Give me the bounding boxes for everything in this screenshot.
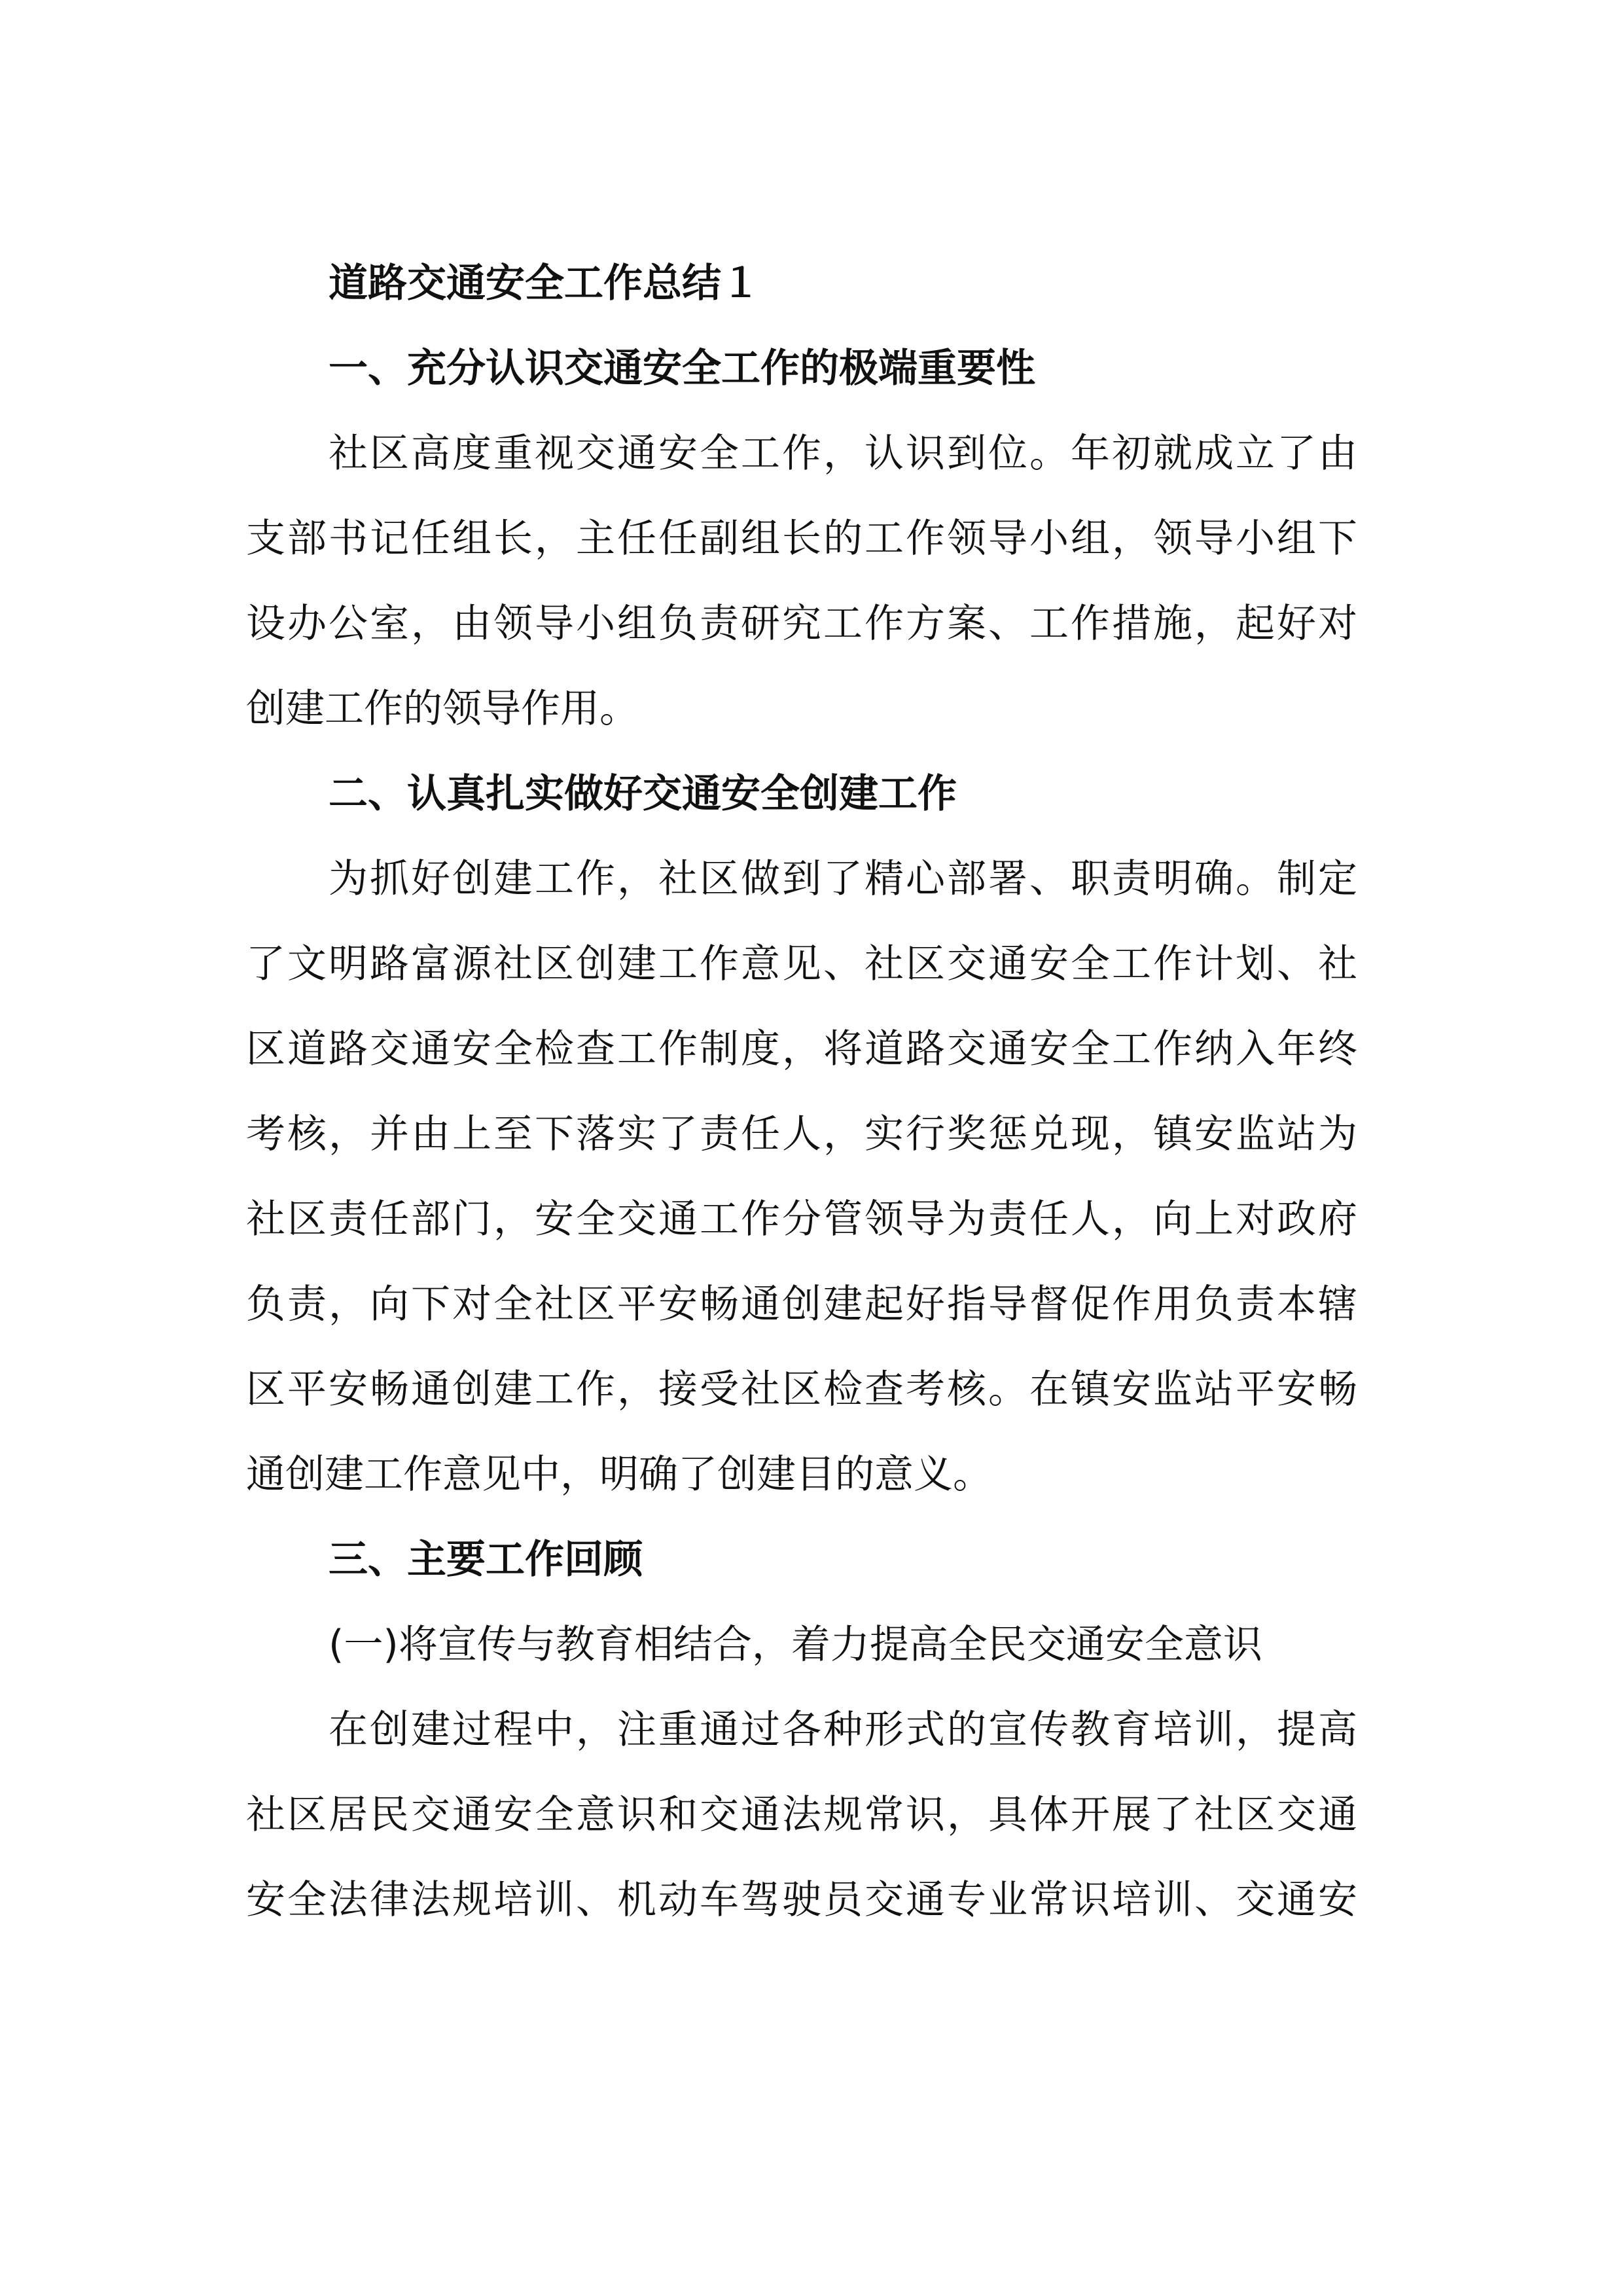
- paragraph-3-line-1: 在创建过程中，注重通过各种形式的宣传教育培训，提高: [329, 1707, 1357, 1753]
- subsection-heading-1: (一)将宣传与教育相结合，着力提高全民交通安全意识: [329, 1622, 1262, 1668]
- paragraph-2-line-7: 区平安畅通创建工作，接受社区检查考核。在镇安监站平安畅: [246, 1367, 1357, 1412]
- paragraph-3-line-2: 社区居民交通安全意识和交通法规常识，具体开展了社区交通: [246, 1792, 1357, 1838]
- document-title: 道路交通安全工作总结１: [329, 260, 760, 306]
- paragraph-2-line-8: 通创建工作意见中，明确了创建目的意义。: [246, 1452, 992, 1498]
- section-heading-1: 一、充分认识交通安全工作的极端重要性: [329, 346, 1035, 391]
- document-body: [246, 241, 1357, 1943]
- paragraph-2-line-6: 负责，向下对全社区平安畅通创建起好指导督促作用负责本辖: [246, 1282, 1357, 1327]
- section-heading-2: 二、认真扎实做好交通安全创建工作: [329, 771, 957, 817]
- paragraph-2-line-4: 考核，并由上至下落实了责任人，实行奖惩兑现，镇安监站为: [246, 1111, 1357, 1157]
- paragraph-1-line-3: 设办公室，由领导小组负责研究工作方案、工作措施，起好对: [246, 601, 1357, 647]
- paragraph-1-line-2: 支部书记任组长，主任任副组长的工作领导小组，领导小组下: [246, 516, 1357, 562]
- paragraph-2-line-1: 为抓好创建工作，社区做到了精心部署、职责明确。制定: [329, 856, 1357, 902]
- paragraph-1-line-4: 创建工作的领导作用。: [246, 686, 639, 732]
- section-heading-3: 三、主要工作回顾: [329, 1537, 643, 1583]
- paragraph-2-line-2: 了文明路富源社区创建工作意见、社区交通安全工作计划、社: [246, 941, 1357, 987]
- paragraph-2-line-3: 区道路交通安全检查工作制度，将道路交通安全工作纳入年终: [246, 1026, 1357, 1072]
- paragraph-2-line-5: 社区责任部门，安全交通工作分管领导为责任人，向上对政府: [246, 1196, 1357, 1242]
- paragraph-3-line-3: 安全法律法规培训、机动车驾驶员交通专业常识培训、交通安: [246, 1877, 1357, 1923]
- paragraph-1-line-1: 社区高度重视交通安全工作，认识到位。年初就成立了由: [329, 431, 1357, 476]
